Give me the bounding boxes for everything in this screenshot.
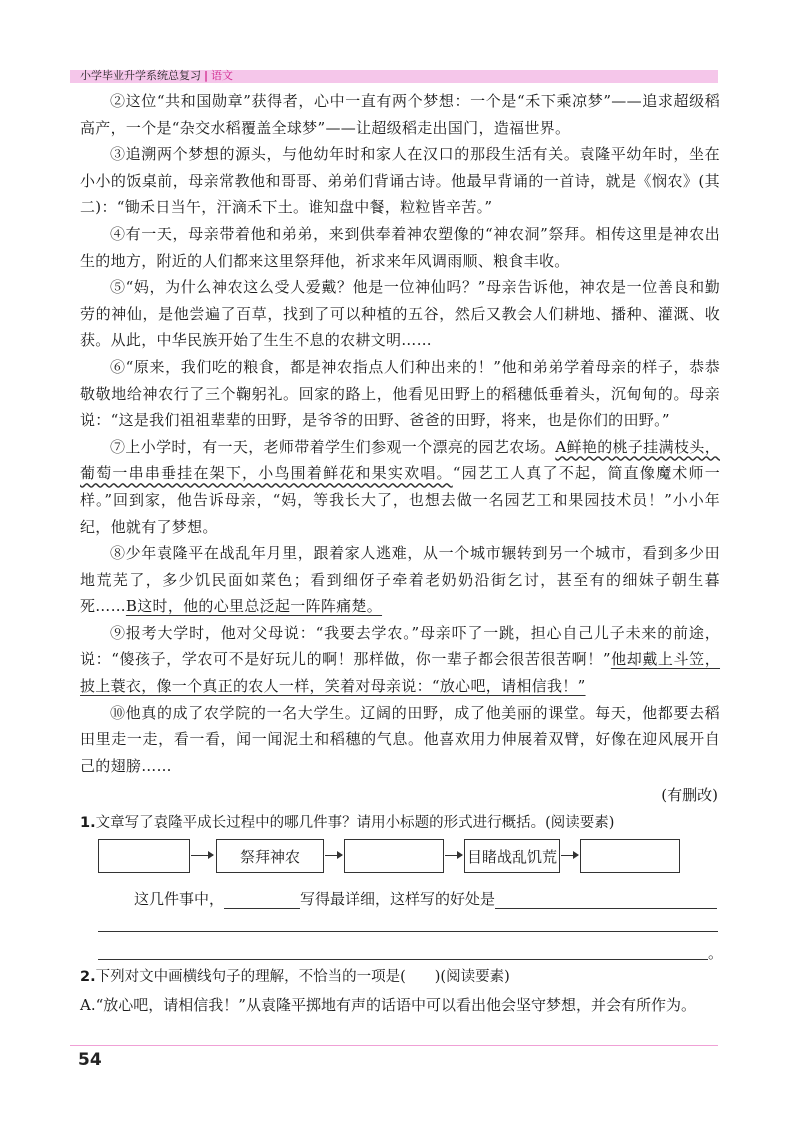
flow-box-3-blank[interactable]	[344, 839, 444, 873]
footer-line	[70, 1045, 718, 1046]
paragraph-8-start: ⑧少年袁隆平在战乱年月里，跟着家人逃难，从一个城市辗转到另一个城市，看到多少田地荒芜了，多少饥民面如菜色；看到细伢子牵着老奶奶沿街乞讨，甚至有的细妹子朝生暮死……	[80, 544, 720, 616]
flow-box-2: 祭拜神农	[216, 839, 324, 873]
page-number: 54	[78, 1050, 102, 1070]
article-body	[80, 88, 720, 779]
paragraph-4: ④有一天，母亲带着他和弟弟，来到供奉着神农塑像的“神农洞”祭拜。相传这里是神农出生的地方，附近的人们都来这里祭拜他，祈求来年风调雨顺、粮食丰收。	[80, 224, 720, 270]
arrow-right-icon	[191, 855, 213, 856]
flow-box-1-blank[interactable]	[98, 839, 190, 873]
option-a[interactable]	[80, 992, 722, 1019]
fill-prefix: 这几件事中，	[134, 890, 225, 908]
question-1	[80, 812, 614, 834]
paragraph-7-end: “园艺工人真了不起，简直像魔术师一样。”回到家，他告诉母亲，“妈，等我长大了，也想去做一名园艺工和果园技术员！”小小年纪，他就有了梦想。	[80, 464, 720, 536]
paragraph-8	[80, 540, 720, 620]
paragraph-3: ③追溯两个梦想的源头，与他幼年时和家人在汉口的那段生活有关。袁隆平幼年时，坐在小小的饭桌前，母亲常教他和哥哥、弟弟们背诵古诗。他最早背诵的一首诗，就是《悯农》(其二)：“锄禾日当午，汗滴禾下土。谁知盘中餐，粒粒皆辛苦。”	[80, 145, 720, 217]
series-title: 小学毕业升学系统总复习	[80, 69, 201, 82]
answer-period: 。	[708, 944, 724, 962]
question-1-number: 1.	[80, 815, 96, 831]
fill-middle: 写得最详细，这样写的好处是	[300, 890, 496, 908]
paragraph-2: ②这位“共和国勋章”获得者，心中一直有两个梦想：一个是“禾下乘凉梦”——追求超级稻高产，一个是“杂交水稻覆盖全球梦”——让超级稻走出国门，造福世界。	[80, 92, 720, 137]
option-a-text: A.“放心吧，请相信我！”从袁隆平掷地有声的话语中可以看出他会坚守梦想，并会有所作为。	[80, 996, 696, 1014]
paragraph-10: ⑩他真的成了农学院的一名大学生。辽阔的田野，成了他美丽的课堂。每天，他都要去稻田里走一走，看一看，闻一闻泥土和稻穗的气息。他喜欢用力伸展着双臂，好像在迎风展开自己的翅膀……	[80, 703, 720, 775]
flow-chart	[98, 839, 688, 875]
paragraph-5: ⑤“妈，为什么神农这么受人爱戴？他是一位神仙吗？”母亲告诉他，神农是一位善良和勤劳的神仙，是他尝遍了百草，找到了可以种植的五谷，然后又教会人们耕地、播种、灌溉、收获。从此，中华民族开始了生生不息的农耕文明……	[80, 278, 720, 350]
question-2	[80, 966, 510, 988]
arrow-right-icon	[445, 855, 462, 856]
flow-box-5-blank[interactable]	[580, 839, 680, 873]
arrow-right-icon	[561, 855, 578, 856]
question-1-text: 文章写了袁隆平成长过程中的哪几件事？请用小标题的形式进行概括。(阅读要素)	[95, 815, 615, 831]
paragraph-9	[80, 620, 720, 700]
sentence-c-underlined: 他却戴上斗笠，披上蓑衣，像一个真正的农人一样，笑着对母亲说：“放心吧，请相信我！”	[80, 650, 721, 696]
paragraph-7-start: ⑦上小学时，有一天，老师带着学生们参观一个漂亮的园艺农场。	[110, 437, 556, 456]
answer-line[interactable]	[98, 931, 718, 932]
running-header	[80, 69, 233, 83]
source-note: (有删改)	[661, 786, 718, 804]
question-2-text: 下列对文中画横线句子的理解，不恰当的一项是( )(阅读要素)	[95, 969, 510, 985]
sentence-a-wavy: A鲜艳的桃子挂满枝头，葡萄一串串垂挂在架下，小鸟围着鲜花和果实欢唱。	[80, 437, 720, 483]
question-1-fill-sentence	[134, 888, 718, 912]
fill-blank-long[interactable]	[495, 890, 717, 909]
paragraph-7	[80, 434, 720, 540]
paragraph-6: ⑥“原来，我们吃的粮食，都是神农指点人们种出来的！”他和弟弟学着母亲的样子，恭恭敬敬地给神农行了三个鞠躬礼。回家的路上，他看见田野上的稻穗低垂着头，沉甸甸的。母亲说：“这是我们祖祖辈辈的田野，是爷爷的田野、爸爸的田野，将来，也是你们的田野。”	[80, 357, 720, 430]
paragraph-9-start: ⑨报考大学时，他对父母说：“我要去学农。”母亲吓了一跳，担心自己儿子未来的前途，说：“傻孩子，学农可不是好玩儿的啊！那样做，你一辈子都会很苦很苦啊！”	[80, 623, 720, 669]
question-2-number: 2.	[80, 969, 96, 985]
arrow-right-icon	[325, 855, 342, 856]
fill-blank-short[interactable]	[224, 890, 300, 909]
header-separator: |	[204, 69, 209, 82]
sentence-b-underlined: B这时，他的心里总泛起一阵阵痛楚。	[125, 597, 383, 616]
answer-line[interactable]	[98, 959, 708, 960]
subject-label: 语文	[211, 69, 234, 82]
flow-box-4: 目睹战乱饥荒	[464, 839, 560, 873]
